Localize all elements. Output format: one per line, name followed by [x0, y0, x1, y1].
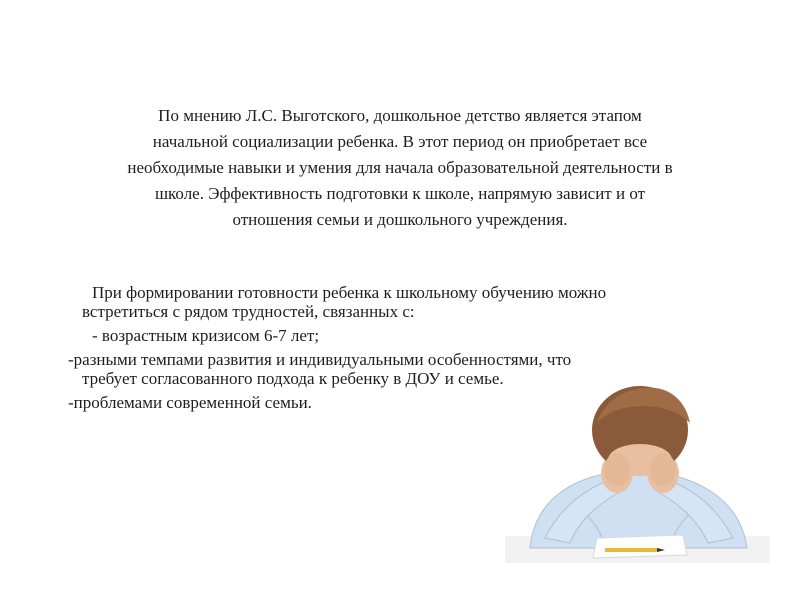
intro-line: школе. Эффективность подготовки к школе, напрямую зависит и от: [154, 184, 646, 203]
pencil: [605, 548, 657, 552]
difficulties-lead: При формировании готовности ребенка к школьному обучению можно: [92, 283, 607, 302]
difficulties-lead-cont: встретиться с рядом трудностей, связанных с:: [82, 302, 415, 321]
child-photo-icon: [505, 378, 770, 563]
list-item-cont: требует согласованного подхода к ребенку в ДОУ и семье.: [82, 369, 504, 388]
intro-paragraph: [70, 103, 730, 233]
intro-line: отношения семьи и дошкольного учреждения.: [232, 210, 568, 229]
list-item: -проблемами современной семьи.: [68, 393, 312, 412]
intro-line: необходимые навыки и умения для начала образовательной деятельности в: [127, 158, 673, 177]
list-item: - возрастным кризисом 6-7 лет;: [92, 326, 320, 345]
list-item: -разными темпами развития и индивидуальными особенностями, что: [68, 350, 572, 369]
intro-line: По мнению Л.С. Выготского, дошкольное детство является этапом: [158, 106, 642, 125]
child-with-head-in-hands-photo: [505, 378, 770, 563]
intro-line: начальной социализации ребенка. В этот период он приобретает все: [152, 132, 648, 151]
paper: [593, 535, 687, 558]
